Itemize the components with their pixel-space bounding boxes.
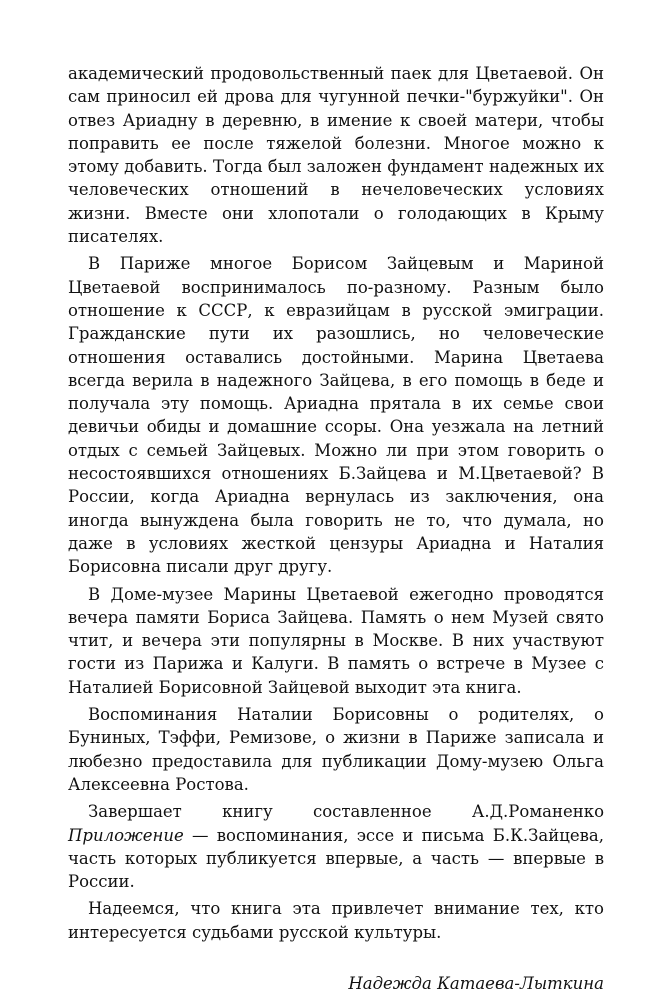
paragraph-4: Воспоминания Наталии Борисовны о родителях, о Буниных, Тэффи, Ремизове, о жизни в Париже записала и любезно предоставила для публикации Дому-музею Ольга Алексеевна Ростова. xyxy=(68,705,604,794)
paragraph-1: академический продовольственный паек для Цветаевой. Он сам приносил ей дрова для чугунной печки-"буржуйки". Он отвез Ариадну в деревню, в имение к своей матери, чтобы поправить ее после тяжелой болезни. Многое можно к этому добавить. Тогда был заложен фундамент надежных их человеческих отношений в нечеловеческих условиях жизни. Вместе они хлопотали о голодающих в Крыму писателях. xyxy=(68,64,604,247)
paragraph-5-before: Завершает книгу составленное А.Д.Романенко xyxy=(88,802,604,822)
paragraph-2: В Париже многое Борисом Зайцевым и Мариной Цветаевой воспринималось по-разному. Разным было отношение к СССР, к евразийцам в русской эмиграции. Гражданские пути их разошлись, но человеческие отношения оставались достойными. Марина Цветаева всегда верила в надежного Зайцева, в его помощь в беде и получала эту помощь. Ариадна прятала в их семье свои девичьи обиды и домашние ссоры. Она уезжала на летний отдых с семьей Зайцевых. Можно ли при этом говорить о несостоявшихся отношениях Б.Зайцева и М.Цветаевой? В России, когда Ариадна вернулась из заключения, она иногда вынуждена была говорить не то, что думала, но даже в условиях жесткой цензуры Ариадна и Наталия Борисовна писали друг другу. xyxy=(68,254,604,577)
page-body xyxy=(68,62,604,995)
paragraph-5-after: — воспоминания, эссе и письма Б.К.Зайцева, часть которых публикуется впервые, а часть — впервые в России. xyxy=(68,825,604,892)
appendix-title: Приложение xyxy=(68,825,184,845)
author-signature: Надежда Катаева-Лыткина xyxy=(348,973,604,993)
paragraph-5 xyxy=(68,800,604,893)
paragraph-3: В Доме-музее Марины Цветаевой ежегодно проводятся вечера памяти Бориса Зайцева. Память о нем Музей свято чтит, и вечера эти популярны в Москве. В них участвуют гости из Парижа и Калуги. В память о встрече в Музее с Наталией Борисовной Зайцевой выходит эта книга. xyxy=(68,584,604,697)
paragraph-6: Надеемся, что книга эта привлечет внимание тех, кто интересуется судьбами русской культуры. xyxy=(68,899,604,942)
